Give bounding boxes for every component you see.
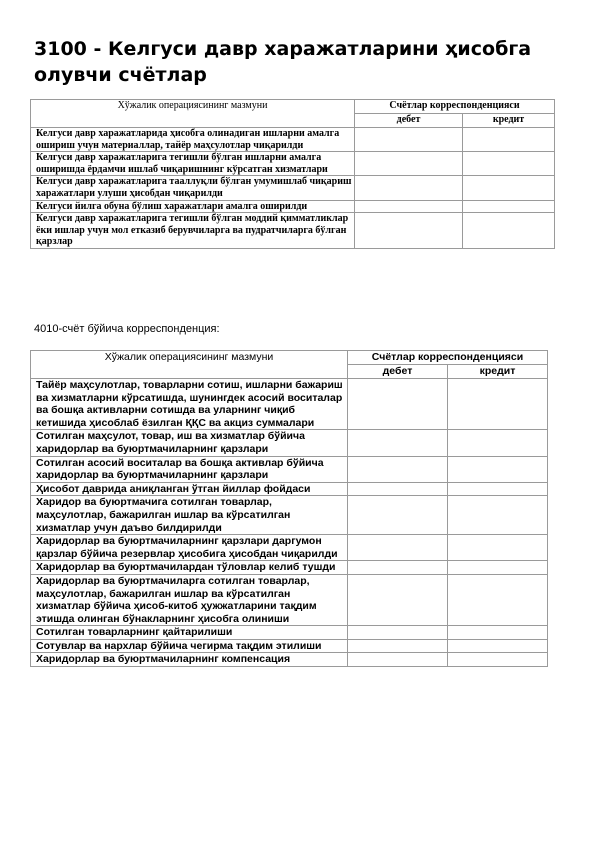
credit-cell — [448, 379, 548, 430]
table-row — [31, 152, 555, 176]
header-correspondence: Счётлар корреспонденцияси — [355, 100, 555, 114]
debit-cell — [355, 152, 463, 176]
page-title: 3100 - Келгуси давр харажатларини ҳисобга олувчи счётлар — [34, 38, 532, 86]
credit-cell — [448, 535, 548, 561]
credit-cell — [448, 482, 548, 496]
table-row — [31, 128, 555, 152]
credit-cell — [448, 574, 548, 625]
table-row — [31, 561, 548, 575]
table-row — [31, 482, 548, 496]
header-debit: дебет — [355, 114, 463, 128]
table-row — [31, 496, 548, 535]
table-header-row — [31, 351, 548, 365]
credit-cell — [463, 200, 555, 213]
table-header-row — [31, 100, 555, 114]
credit-cell — [463, 213, 555, 249]
table-row — [31, 653, 548, 667]
debit-cell — [348, 653, 448, 667]
credit-cell — [448, 430, 548, 456]
debit-cell — [348, 496, 448, 535]
operation-cell: Келгуси йилга обуна бўлиш харажатлари амалга оширилди — [31, 200, 355, 213]
table-row — [31, 626, 548, 640]
operation-cell: Харидорлар ва буюртмачиларнинг қарзлари даргумон қарзлар бўйича резервлар ҳисобига ҳисобдан чиқарилди — [31, 535, 348, 561]
debit-cell — [348, 639, 448, 653]
operation-cell: Ҳисобот даврида аниқланган ўтган йиллар фойдаси — [31, 482, 348, 496]
operation-cell: Келгуси давр харажатларига тегишли бўлган моддий қимматликлар ёки ишлар учун мол етказиб берувчиларга ва пудратчиларга бўлган қарзлар — [31, 213, 355, 249]
header-credit: кредит — [448, 365, 548, 379]
credit-cell — [448, 561, 548, 575]
credit-cell — [463, 176, 555, 200]
table-row — [31, 200, 555, 213]
section-caption: 4010-счёт бўйича корреспонденция: — [34, 323, 220, 335]
credit-cell — [463, 128, 555, 152]
table-row — [31, 379, 548, 430]
operation-cell: Сотилган товарларнинг қайтарилиши — [31, 626, 348, 640]
credit-cell — [448, 456, 548, 482]
credit-cell — [448, 626, 548, 640]
table-row — [31, 535, 548, 561]
header-credit: кредит — [463, 114, 555, 128]
operation-cell: Тайёр маҳсулотлар, товарларни сотиш, ишларни бажариш ва хизматларни кўрсатишда, шунингдек асосий воситалар ва бошқа активларни сотишда ва уларнинг чиқиб кетишида ҳисоблаб ёзилган ҚҚС ва акциз суммалари — [31, 379, 348, 430]
operation-cell: Харидорлар ва буюртмачилардан тўловлар келиб тушди — [31, 561, 348, 575]
operation-cell: Сотилган асосий воситалар ва бошқа активлар бўйича харидорлар ва буюртмачиларнинг қарзлари — [31, 456, 348, 482]
table-row — [31, 639, 548, 653]
debit-cell — [355, 176, 463, 200]
credit-cell — [463, 152, 555, 176]
table-row — [31, 430, 548, 456]
debit-cell — [355, 213, 463, 249]
debit-cell — [348, 535, 448, 561]
operation-cell: Харидор ва буюртмачига сотилган товарлар, маҳсулотлар, бажарилган ишлар ва кўрсатилган хизматлар учун даъво билдирилди — [31, 496, 348, 535]
debit-cell — [348, 379, 448, 430]
credit-cell — [448, 639, 548, 653]
table-row — [31, 176, 555, 200]
operation-cell: Келгуси давр харажатларига тегишли бўлган ишларни амалга оширишда ёрдамчи ишлаб чиқаришнинг кўрсатган хизматлари — [31, 152, 355, 176]
debit-cell — [348, 456, 448, 482]
correspondence-table-4010 — [30, 350, 548, 667]
header-operation: Хўжалик операциясининг мазмуни — [31, 351, 348, 379]
debit-cell — [348, 482, 448, 496]
debit-cell — [348, 626, 448, 640]
operation-cell: Сотилган маҳсулот, товар, иш ва хизматлар бўйича харидорлар ва буюртмачиларнинг қарзлари — [31, 430, 348, 456]
operation-cell: Келгуси давр харажатларига тааллуқли бўлган умумишлаб чиқариш харажатлари улуши ҳисобдан чиқарилди — [31, 176, 355, 200]
operation-cell: Харидорлар ва буюртмачиларнинг компенсация — [31, 653, 348, 667]
debit-cell — [355, 200, 463, 213]
operation-cell: Сотувлар ва нархлар бўйича чегирма тақдим этилиши — [31, 639, 348, 653]
table-row — [31, 574, 548, 625]
debit-cell — [348, 430, 448, 456]
credit-cell — [448, 496, 548, 535]
header-operation: Хўжалик операциясининг мазмуни — [31, 100, 355, 128]
debit-cell — [348, 561, 448, 575]
debit-cell — [348, 574, 448, 625]
header-correspondence: Счётлар корреспонденцияси — [348, 351, 548, 365]
table-row — [31, 213, 555, 249]
operation-cell: Келгуси давр харажатларида ҳисобга олинадиган ишларни амалга ошириш учун материаллар, тайёр маҳсулотлар чиқарилди — [31, 128, 355, 152]
table-row — [31, 456, 548, 482]
operation-cell: Харидорлар ва буюртмачиларга сотилган товарлар, маҳсулотлар, бажарилган ишлар ва кўрсатилган хизматлар бўйича ҳисоб-китоб ҳужжатларини тақдим этишда олинган бўнакларнинг ҳисобга олиниши — [31, 574, 348, 625]
correspondence-table-3100 — [30, 99, 555, 249]
debit-cell — [355, 128, 463, 152]
header-debit: дебет — [348, 365, 448, 379]
credit-cell — [448, 653, 548, 667]
